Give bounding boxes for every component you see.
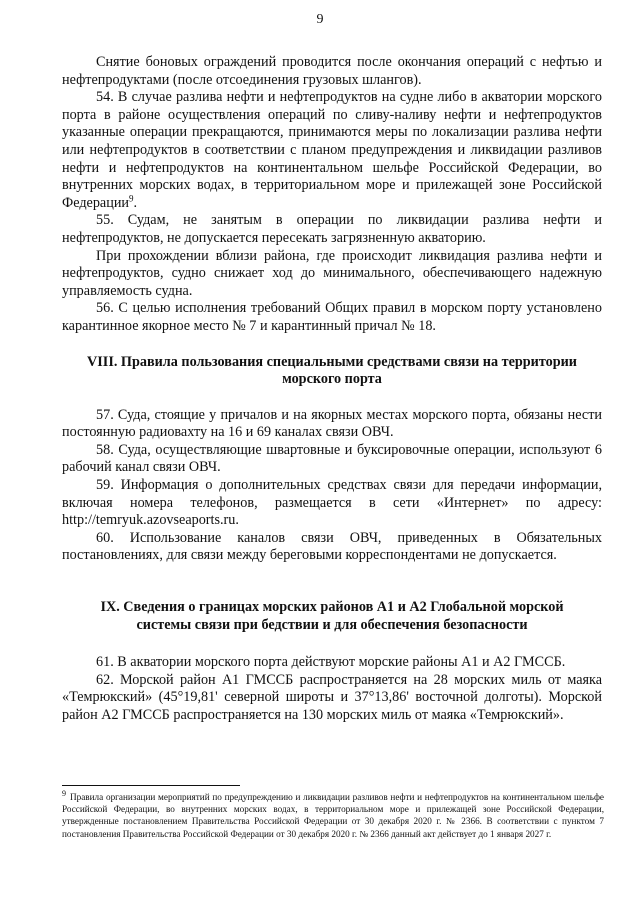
paragraph-58: 58. Суда, осуществляющие швартовные и буксировочные операции, используют 6 рабочий канал связи ОВЧ.: [62, 441, 602, 476]
section-heading-ix: IX. Сведения о границах морских районов А1 и А2 Глобальной морской системы связи при бедствии и для обеспечения безопасности: [100, 599, 564, 633]
footnote-text: Правила организации мероприятий по предупреждению и ликвидации разливов нефти и нефтепродуктов на континентальном шельфе Российской Федерации, во внутренних морских водах, в территориальном море и прилежащей зоне Российской Федерации, утвержденные постановлением Правительства Российской Федерации от 30 декабря 2020 г. № 2366. В соответствии с пунктом 7 постановления Правительства Российской Федерации от 30 декабря 2020 г. № 2366 данный акт действует до 1 января 2027 г.: [62, 792, 604, 839]
footnote-mark: 9: [62, 788, 66, 798]
page-number: 9: [316, 12, 324, 27]
document-body: [62, 54, 602, 725]
paragraph-57: 57. Суда, стоящие у причалов и на якорных местах морского порта, обязаны нести постоянную радиовахту на 16 и 69 каналах связи ОВЧ.: [62, 406, 602, 441]
paragraph-54-text: 54. В случае разлива нефти и нефтепродуктов на судне либо в акватории морского порта в районе осуществления операций по сливу-наливу нефти и нефтепродуктов указанные операции прекращаются, принимаются меры по локализации разлива нефти или нефтепродуктов в соответствии с планом предупреждения и ликвидации разливов нефти и нефтепродуктов на континентальном шельфе Российской Федерации, во внутренних морских водах, в территориальном море и прилежащей зоне Российской Федерации: [62, 89, 602, 211]
paragraph-62: 62. Морской район А1 ГМССБ распространяется на 28 морских миль от маяка «Темрюкский» (45°19,81' северной широты и 37°13,86' восточной долготы). Морской район А2 ГМССБ распространяется на 130 морских миль от маяка «Темрюкский».: [62, 671, 602, 723]
paragraph-54: 54. В случае разлива нефти и нефтепродуктов на судне либо в акватории морского порта в районе осуществления операций по сливу-наливу нефти и нефтепродуктов указанные операции прекращаются, принимаются меры по локализации разлива нефти или нефтепродуктов в соответствии с планом предупреждения и ликвидации разливов нефти и нефтепродуктов на континентальном шельфе Российской Федерации, во внутренних морских водах, в территориальном море и прилежащей зоне Российской Федерации$^9$.: [62, 89, 602, 211]
footnote-divider: [62, 785, 240, 786]
paragraph-61: 61. В акватории морского порта действуют морские районы А1 и А2 ГМССБ.: [96, 654, 566, 671]
paragraph-60: 60. Использование каналов связи ОВЧ, приведенных в Обязательных постановлениях, для связи между береговыми корреспондентами не допускается.: [62, 529, 602, 564]
paragraph-55: 55. Судам, не занятым в операции по ликвидации разлива нефти и нефтепродуктов, не допускается пересекать загрязненную акваторию.: [62, 212, 602, 246]
footnote-reference[interactable]: 9: [129, 193, 134, 204]
paragraph-59: 59. Информация о дополнительных средствах связи для передачи информации, включая номера телефонов, размещается в сети «Интернет» по адресу: http://temryuk.azovseaports.ru.: [62, 477, 602, 529]
paragraph-boom-removal: Снятие боновых ограждений проводится после окончания операций с нефтью и нефтепродуктами (после отсоединения грузовых шлангов).: [62, 54, 602, 88]
paragraph-56: 56. С целью исполнения требований Общих правил в морском порту установлено карантинное якорное место № 7 и карантинный причал № 18.: [62, 300, 602, 334]
section-heading-viii: VIII. Правила пользования специальными средствами связи на территории морского порта: [87, 353, 577, 388]
footnote: [62, 788, 604, 840]
paragraph-passing-spill: При прохождении вблизи района, где происходит ликвидация разлива нефти и нефтепродуктов, судно снижает ход до минимального, обеспечивающего надежную управляемость судна.: [62, 247, 602, 299]
